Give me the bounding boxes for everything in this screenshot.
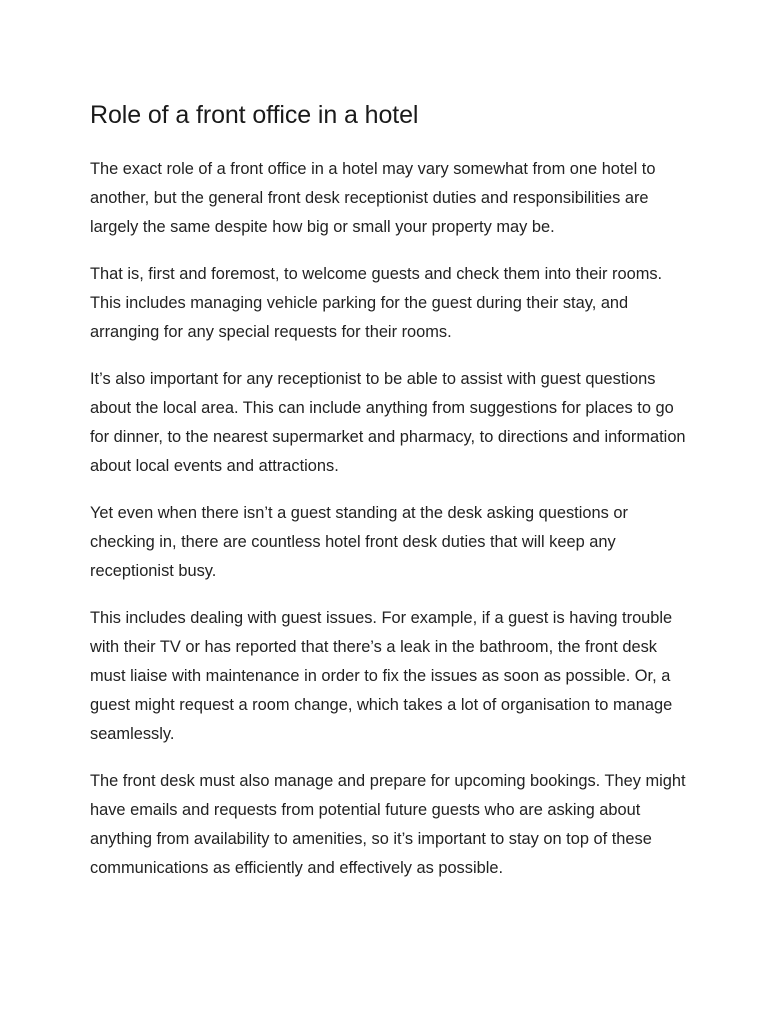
paragraph-5: This includes dealing with guest issues. For example, if a guest is having trouble with their TV or has reported that there’s a leak in the bathroom, the front desk must liaise with maintenance in order to fix the issues as soon as possible. Or, a guest might request a room change, which takes a lot of organisation to manage seamlessly. bbox=[90, 609, 673, 743]
paragraph-4: Yet even when there isn’t a guest standing at the desk asking questions or checking in, there are countless hotel front desk duties that will keep any receptionist busy. bbox=[90, 504, 628, 580]
paragraph-2: That is, first and foremost, to welcome guests and check them into their rooms. This includes managing vehicle parking for the guest during their stay, and arranging for any special requests for their rooms. bbox=[90, 265, 663, 341]
page-title: Role of a front office in a hotel bbox=[90, 101, 419, 129]
document-body bbox=[90, 97, 690, 901]
paragraph-3: It’s also important for any receptionist to be able to assist with guest questions about the local area. This can include anything from suggestions for places to go for dinner, to the nearest supermarket and pharmacy, to directions and information about local events and attractions. bbox=[90, 370, 686, 475]
paragraph-6: The front desk must also manage and prepare for upcoming bookings. They might have emails and requests from potential future guests who are asking about anything from availability to amenities, so it’s important to stay on top of these communications as efficiently and effectively as possible. bbox=[90, 772, 686, 877]
paragraph-1: The exact role of a front office in a hotel may vary somewhat from one hotel to another, but the general front desk receptionist duties and responsibilities are largely the same despite how big or small your property may be. bbox=[90, 160, 656, 236]
